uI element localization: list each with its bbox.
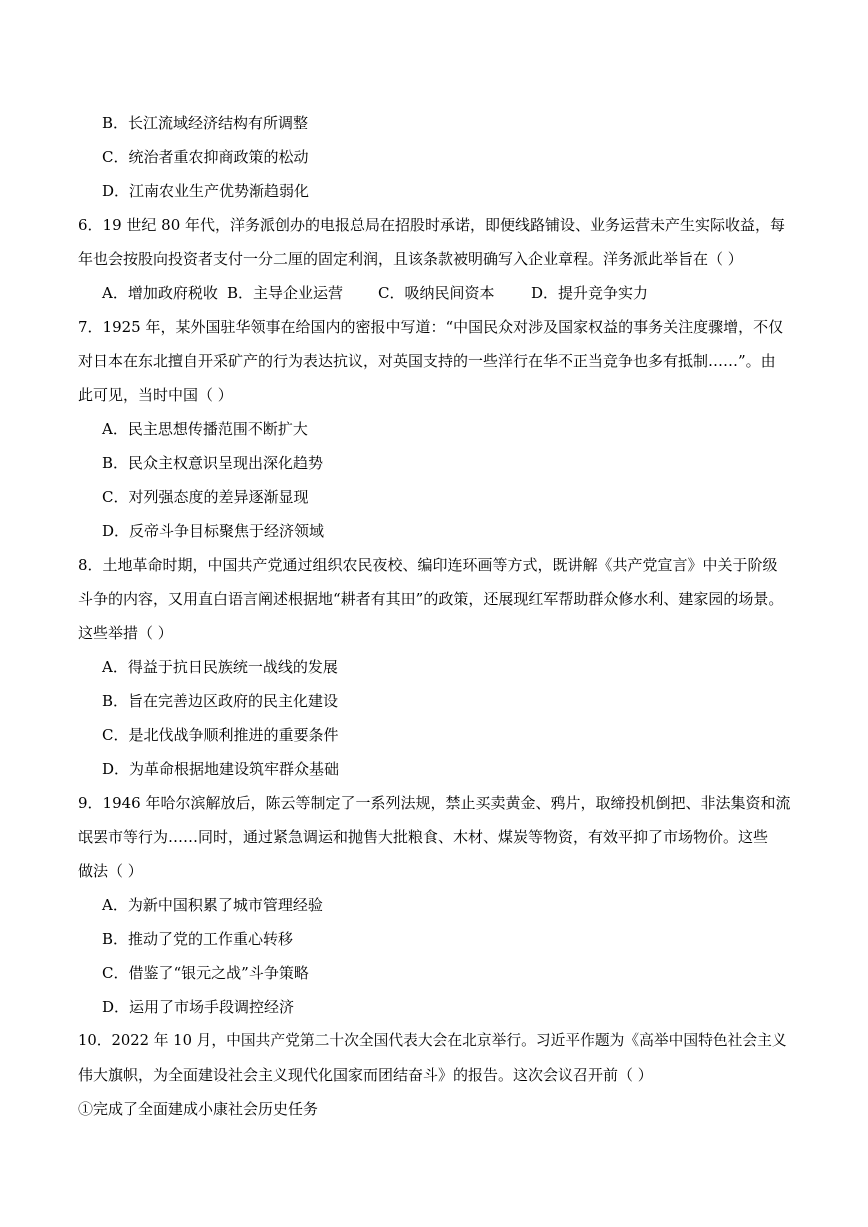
q7-option-c[interactable]: C．对列强态度的差异逐渐显现 [102,488,309,506]
q5-option-c[interactable]: C．统治者重农抑商政策的松动 [102,148,309,166]
q6-option-c[interactable]: C．吸纳民间资本 [378,284,495,302]
q8-stem-line-1: 8．土地革命时期，中国共产党通过组织农民夜校、编印连环画等方式，既讲解《共产党宣言》中关于阶级 [78,556,778,574]
q10-stem-line-1: 10．2022 年 10 月，中国共产党第二十次全国代表大会在北京举行。习近平作题为《高举中国特色社会主义 [78,1032,787,1049]
q7-option-b[interactable]: B．民众主权意识呈现出深化趋势 [102,454,324,472]
q6-option-b[interactable]: B．主导企业运营 [227,284,344,302]
q7-option-d[interactable]: D．反帝斗争目标聚焦于经济领域 [102,522,325,540]
q10-stem-line-2: 伟大旗帜，为全面建设社会主义现代化国家而团结奋斗》的报告。这次会议召开前（ ） [78,1066,653,1084]
q8-option-b[interactable]: B．旨在完善边区政府的民主化建设 [102,692,339,710]
q9-stem-line-3: 做法（ ） [78,862,143,880]
q5-option-b[interactable]: B．长江流域经济结构有所调整 [102,114,309,132]
q6-option-d[interactable]: D．提升竞争实力 [531,284,649,302]
q6-stem-line-1: 6．19 世纪 80 年代，洋务派创办的电报总局在招股时承诺，即便线路铺设、业务运营未产生实际收益，每 [78,216,786,234]
q8-stem-line-3: 这些举措（ ） [78,624,173,642]
q7-option-a[interactable]: A．民主思想传播范围不断扩大 [102,420,308,438]
q6-stem-line-2: 年也会按股向投资者支付一分二厘的固定利润，且该条款被明确写入企业章程。洋务派此举旨在（ ） [78,250,743,268]
q10-statement-1[interactable]: ①完成了全面建成小康社会历史任务 [78,1100,319,1118]
q9-stem-line-2: 氓罢市等行为……同时，通过紧急调运和抛售大批粮食、木材、煤炭等物资，有效平抑了市场物价。这些 [78,828,769,846]
q9-option-a[interactable]: A．为新中国积累了城市管理经验 [102,896,323,914]
q8-option-a[interactable]: A．得益于抗日民族统一战线的发展 [102,658,338,676]
q8-option-c[interactable]: C．是北伐战争顺利推进的重要条件 [102,726,339,744]
q7-stem-line-2: 对日本在东北擅自开采矿产的行为表达抗议，对英国支持的一些洋行在华不正当竞争也多有抵制……”。由 [78,352,776,370]
q6-option-a[interactable]: A．增加政府税收 [102,284,218,302]
q8-stem-line-2: 斗争的内容，又用直白语言阐述根据地“耕者有其田”的政策，还展现红军帮助群众修水利、建家园的场景。 [78,590,784,608]
q8-option-d[interactable]: D．为革命根据地建设筑牢群众基础 [102,760,340,778]
q7-stem-line-1: 7．1925 年，某外国驻华领事在给国内的密报中写道：“中国民众对涉及国家权益的事务关注度骤增，不仅 [78,318,784,336]
q7-stem-line-3: 此可见，当时中国（ ） [78,386,233,404]
q9-option-d[interactable]: D．运用了市场手段调控经济 [102,998,295,1016]
q9-stem-line-1: 9．1946 年哈尔滨解放后，陈云等制定了一系列法规，禁止买卖黄金、鸦片，取缔投机倒把、非法集资和流 [78,794,791,812]
q9-option-c[interactable]: C．借鉴了“银元之战”斗争策略 [102,964,309,982]
q9-option-b[interactable]: B．推动了党的工作重心转移 [102,930,294,948]
q5-option-d[interactable]: D．江南农业生产优势渐趋弱化 [102,182,310,200]
